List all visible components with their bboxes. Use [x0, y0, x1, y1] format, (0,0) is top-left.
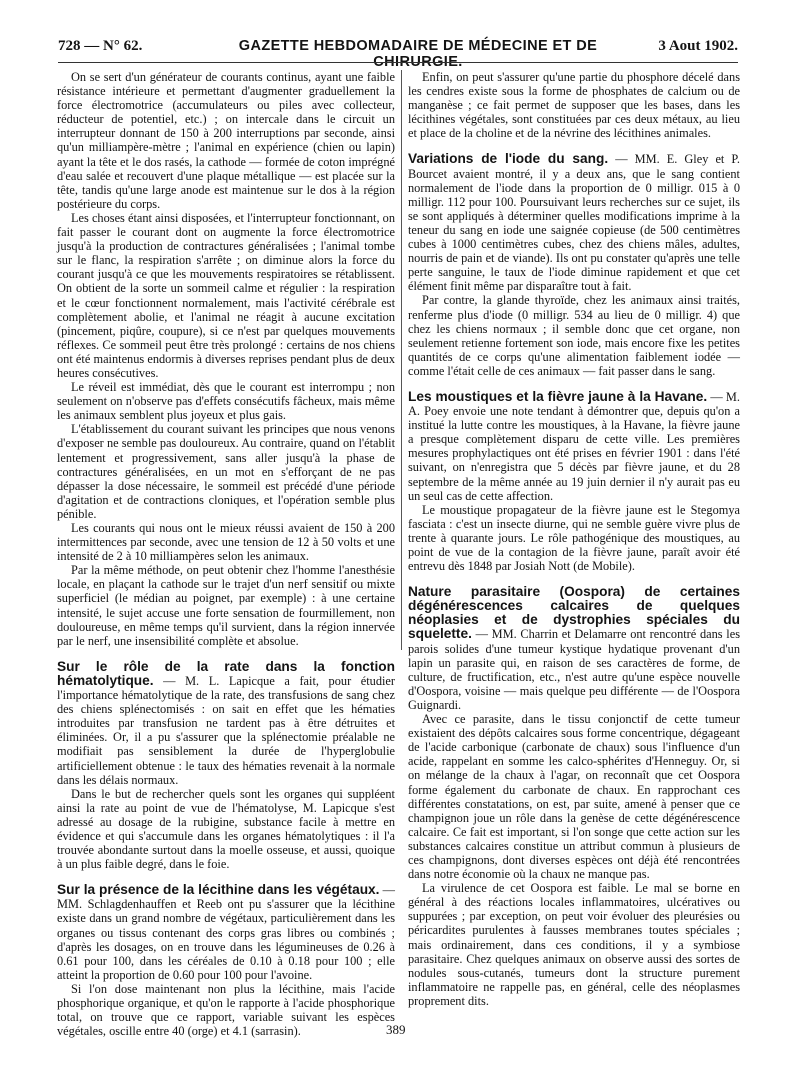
paragraph: L'établissement du courant suivant les principes que nous venons d'exposer ne semble pas douloureux. Au contraire, quand on l'établit lentement et progressivement, sans aller jusqu'à la phase de contractures généralisées, en un mot en s'efforçant de ne pas dépasser la dose nécessaire, le sommeil est précédé d'une période d'agitation et de contractions cloniques, et l'opération semble plus pénible. [57, 422, 395, 521]
paragraph: Le moustique propagateur de la fièvre jaune est le Stegomya fasciata : c'est un insecte diurne, qui ne semble guère vivre plus de trente à quarante jours. Le rôle pathogénique des moustiques, au point de vue de la contagion de la fièvre jaune, paraît avoir été entrevu dès 1848 par Josiah Nott (de Mobile). [408, 502, 740, 574]
section-author: — M. A. Poey [408, 389, 740, 419]
paragraph: Les courants qui nous ont le mieux réussi avaient de 150 à 200 intermittences par seconde, avec une tension de 12 à 50 volts et une intensité de 2 à 10 milliampères selon les animaux. [57, 521, 395, 564]
journal-title: GAZETTE HEBDOMADAIRE DE MÉDECINE ET DE CHIRURGIE. [238, 38, 598, 70]
section-moustiques [408, 390, 740, 503]
paragraph: Dans le but de rechercher quels sont les organes qui suppléent ainsi la rate au point de vue de l'hématolyse, M. Lapicque s'est adressé au dosage de la rubigine, substance facile à mettre en évidence et qui s'accumule dans les organes hématolytiques : il l'a trouvée abondante surtout dans la moelle osseuse, et aussi, quoique à un plus faible degré, dans le foie. [57, 786, 395, 872]
paragraph: Enfin, on peut s'assurer qu'une partie du phosphore décelé dans les cendres existe sous la forme de phosphates de calcium ou de manganèse ; ce fait permet de supposer que les bases, dans les lécithines végétales, sont constituées par ces deux métaux, au lieu et place de la choline et de la névrine des lécithines animales. [408, 70, 740, 141]
right-column [408, 70, 740, 1020]
section-title: Sur le rôle de la rate dans la fonction hématolytique. [57, 658, 395, 688]
section-lead: envoie une note tendant à démontrer que, depuis qu'on a institué la lutte contre les moustiques, à la Havane, la fièvre jaune a presque complètement disparu de cette ville. Les premières mesures prophylactiques ont été prises en février 1901 : dans l'été suivant, on n'enregistra que 5 décès par fièvre jaune, et du 28 septembre de la même année au 19 juin dernier il n'y aurait pas eu un seul cas de cette affection. [408, 404, 740, 503]
paragraph: Les choses étant ainsi disposées, et l'interrupteur fonctionnant, on fait passer le courant dont on augmente la force électromotrice jusqu'à la production de contractures généralisées ; l'animal tombe sur le flanc, la respiration s'arrête ; on diminue alors la force du courant jusqu'à ce que les mouvements respiratoires se rétablissent. On obtient de la sorte un sommeil calme et régulier : la respiration et le cœur fonctionnent normalement, mais l'activité cérébrale est complètement abolie, et l'animal ne réagit à aucune excitation (pincement, piqûre, coupure), si ce n'est par quelques mouvements réflexes. Ce sommeil peut être très prolongé : certains de nos chiens ont été maintenus endormis à diverses reprises pendant plus de deux heures consécutives. [57, 210, 395, 380]
section-author: — M. L. Lapicque [163, 673, 275, 688]
folio-number: 389 [386, 1022, 406, 1037]
paragraph: Par la même méthode, on peut obtenir chez l'homme l'anesthésie locale, en plaçant la cathode sur le trajet d'un nerf sensitif ou mixte superficiel (le médian au poignet, par exemple) : à une certaine intensité, le sujet accuse une forte sensation de fourmillement, non douloureuse, en même temps qu'il survient, dans la région innervée par le nerf, une insensibilité complète et absolue. [57, 563, 395, 648]
section-title: Les moustiques et la fièvre jaune à la Havane. [408, 388, 708, 404]
section-lecithine [57, 883, 395, 982]
section-lead: a fait, pour étudier l'importance hématolytique de la rate, des transfusions de sang chez des chiens splénectomisés : on sait en effet que les hématies introduites par transfusion ne tardent pas à être détruites et éliminées. Or, il a pu s'assurer que la splénectomie préalable ne modifiait pas sensiblement la durée de l'hyperglobulie artificiellement obtenue : le taux des hématies revenait à la normale dans les délais normaux. [57, 673, 396, 787]
paragraph: Si l'on dose maintenant non plus la lécithine, mais l'acide phosphorique organique, et qu'on le rapporte à l'acide phosphorique total, on trouve que ce rapport, variable suivant les espèces végétales, oscille entre 40 (orge) et 4.1 (sarrasin). [57, 981, 395, 1039]
section-lead: ont pu s'assurer que la lécithine existe dans un grand nombre de végétaux, particulièrement dans les organes ou tissus contenant des corps gras libres ou combinés ; d'après les dosages, on en trouve dans les légumineuses de 0.26 à 0.61 pour 100, dans les céréales de 0.10 à 0.18 pour 100 ; elle atteint la proportion de 0.60 pour 100 pour l'avoine. [57, 897, 395, 982]
section-oospora [408, 585, 740, 712]
section-rate [57, 660, 395, 787]
section-lead: avaient montré, il y a deux ans, que le sang contient normalement de l'iode dans la proportion de 0 milligr. 015 à 0 milligr. 112 pour 100. Poursuivant leurs recherches sur ce sujet, ils se sont appliqués à déterminer quelles modifications imprime à la teneur du sang en iode une saignée copieuse (de 500 centimètres cubes à 1000 centimètres cubes, chez des chiens mâles, adultes, nourris de pain et de viande). Ils ont pu constater qu'après une telle perte sanguine, le taux de l'iode diminue rapidement et que cet élément finit même par disparaître tout à fait. [408, 166, 740, 294]
paragraph: On se sert d'un générateur de courants continus, ayant une faible résistance intérieure et permettant d'augmenter graduellement la force électromotrice (accumulateurs ou piles avec collecteur, réducteur de potentiel, etc.) ; on intercale dans le circuit un interrupteur donnant de 150 à 200 interruptions par seconde, ainsi qu'un milliampère-mètre ; l'animal en expérience (chien ou lapin) ayant la tête et le dos rasés, la cathode — formée de coton imprégné d'eau salée et recouvert d'une plaque métallique — est placée sur la tête, tandis qu'une large anode est maintenue sur le dos à la région postérieure du corps. [57, 70, 395, 211]
page-number: 728 — N° 62. [58, 38, 143, 54]
section-author: — MM. Charrin et Delamarre [475, 627, 627, 642]
header-rule [58, 62, 738, 63]
running-header [58, 38, 738, 70]
column-divider [401, 70, 402, 650]
section-author: — MM. E. Gley et P. Bourcet [408, 152, 740, 181]
section-title: Variations de l'iode du sang. [408, 151, 609, 167]
section-iode [408, 152, 740, 293]
paragraph: La virulence de cet Oospora est faible. Le mal se borne en général à des réactions locales inflammatoires, ulcératives ou suppurées ; par exception, on peut voir évoluer des pleurésies ou péricardites purulentes à fausses membranes toutes spéciales ; mais ordinairement, dans ces conditions, il y a symbiose parasitaire. Chez quelques animaux on observe aussi des sortes de nodules sous-cutanés, tumeurs dont la structure purement inflammatoire ne rappelle pas, en général, celle des néoplasmes proprement dits. [408, 881, 740, 1008]
section-lead: ont rencontré dans les parois solides d'une tumeur kystique hydatique provenant d'un lapin un parasite qui, en raison de ses caractères de forme, de culture, de fructification, etc., n'est autre qu'une espèce nouvelle d'Oospora, voisine — mais quelque peu différente — de l'Oospora Guignardi. [408, 627, 740, 712]
issue-date: 3 Aout 1902. [658, 38, 738, 54]
section-title: Sur la présence de la lécithine dans les végétaux. [57, 882, 380, 898]
paragraph: Avec ce parasite, dans le tissu conjonctif de cette tumeur existaient des dépôts calcaires sous forme concentrique, dégageant de l'acide carbonique (carbonate de chaux) sous l'influence d'un acide, rappelant en somme les calco-sphérites d'Henneguy. Or, si on mélange de la chaux à l'agar, on reconnaît que cet Oospora forme également du carbonate de chaux. En rapprochant ces différentes constatations, on est, par suite, amené à penser que ce champignon joue un rôle dans la genèse de cette dégénérescence calcaire. Ce fait est important, si l'on songe que cette action sur les substances calcaires constitue un attribut commun à plusieurs de ces champignons, dont diverses espèces ont déjà été rencontrées dans notre économie où la chaux ne manque pas. [408, 712, 740, 882]
paragraph: Par contre, la glande thyroïde, chez les animaux ainsi traités, renferme plus d'iode (0 milligr. 534 au lieu de 0 milligr. 4) que chez les chiens normaux ; il semble donc que cet organe, non seulement retienne fortement son iode, mais encore fixe les petites quantités de ce corps qu'une alimentation faiblement iodée — comme l'était celle de ces animaux — fait passer dans le sang. [408, 293, 740, 378]
section-author: — MM. Schlagdenhauffen et Reeb [57, 883, 395, 912]
section-title: Nature parasitaire (Oospora) de certaines dégénérescences calcaires de quelques néoplasies et de dystrophies spéciales du squelette. [408, 584, 740, 642]
paragraph: Le réveil est immédiat, dès que le courant est interrompu ; non seulement on n'observe pas d'effets consécutifs fâcheux, mais même les animaux semblent plus joyeux et plus gais. [57, 380, 395, 423]
